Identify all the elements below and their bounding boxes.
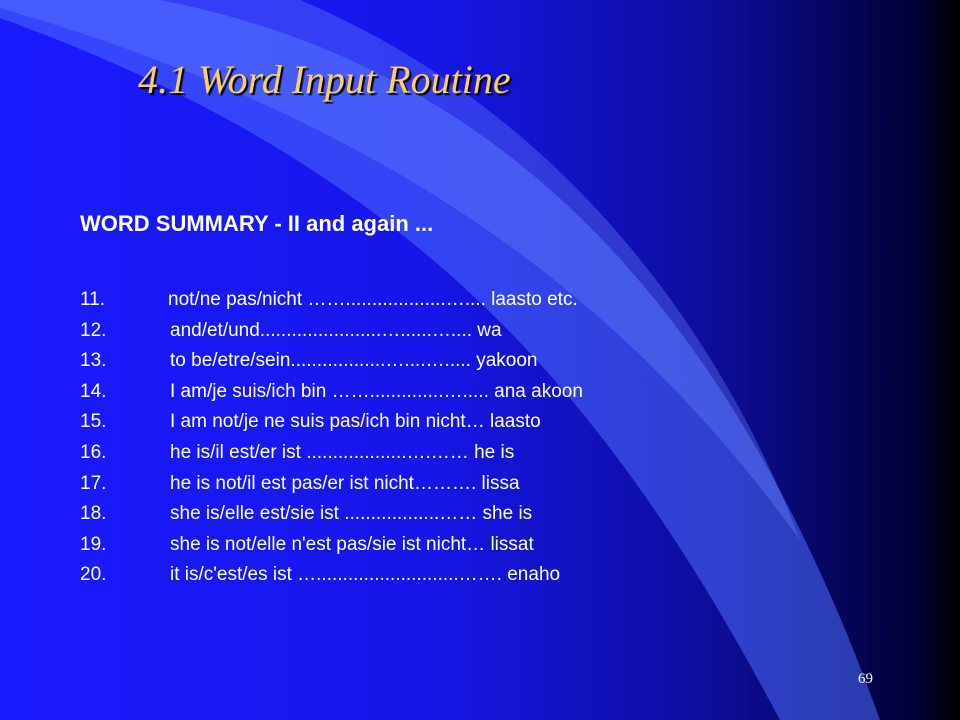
item-number: 13.	[80, 350, 107, 372]
item-text: she is not/elle n'est pas/sie ist nicht… lissat	[170, 533, 534, 555]
item-number: 16.	[80, 441, 107, 463]
item-text: he is/il est/er ist ...................….…… he is	[170, 441, 515, 463]
item-text: not/ne pas/nicht ……...................….... laasto etc.	[168, 289, 578, 310]
item-number: 14.	[80, 380, 107, 402]
item-number: 20.	[80, 564, 107, 586]
page-number: 69	[858, 671, 873, 687]
item-text: and/et/und.......................…......….... wa	[170, 319, 502, 341]
item-number: 15.	[80, 411, 107, 433]
item-number: 11.	[80, 289, 106, 310]
item-number: 17.	[80, 472, 107, 494]
item-text: he is not/il est pas/er ist nicht………. lissa	[170, 472, 520, 494]
slide-title: 4.1 Word Input Routine	[138, 57, 511, 102]
item-number: 12.	[80, 319, 107, 341]
item-text: I am/je suis/ich bin ……..............…..... ana akoon	[170, 380, 583, 402]
item-text: I am not/je ne suis pas/ich bin nicht… laasto	[170, 411, 541, 433]
item-number: 19.	[80, 533, 107, 555]
item-text: to be/etre/sein..................…....…..... yakoon	[170, 350, 538, 372]
item-number: 18.	[80, 503, 107, 525]
item-text: she is/elle est/sie ist ..................…… she is	[170, 503, 533, 525]
word-summary-heading: WORD SUMMARY - II and again ...	[80, 211, 434, 236]
item-text: it is/c'est/es ist …...........................……. enaho	[170, 564, 561, 586]
